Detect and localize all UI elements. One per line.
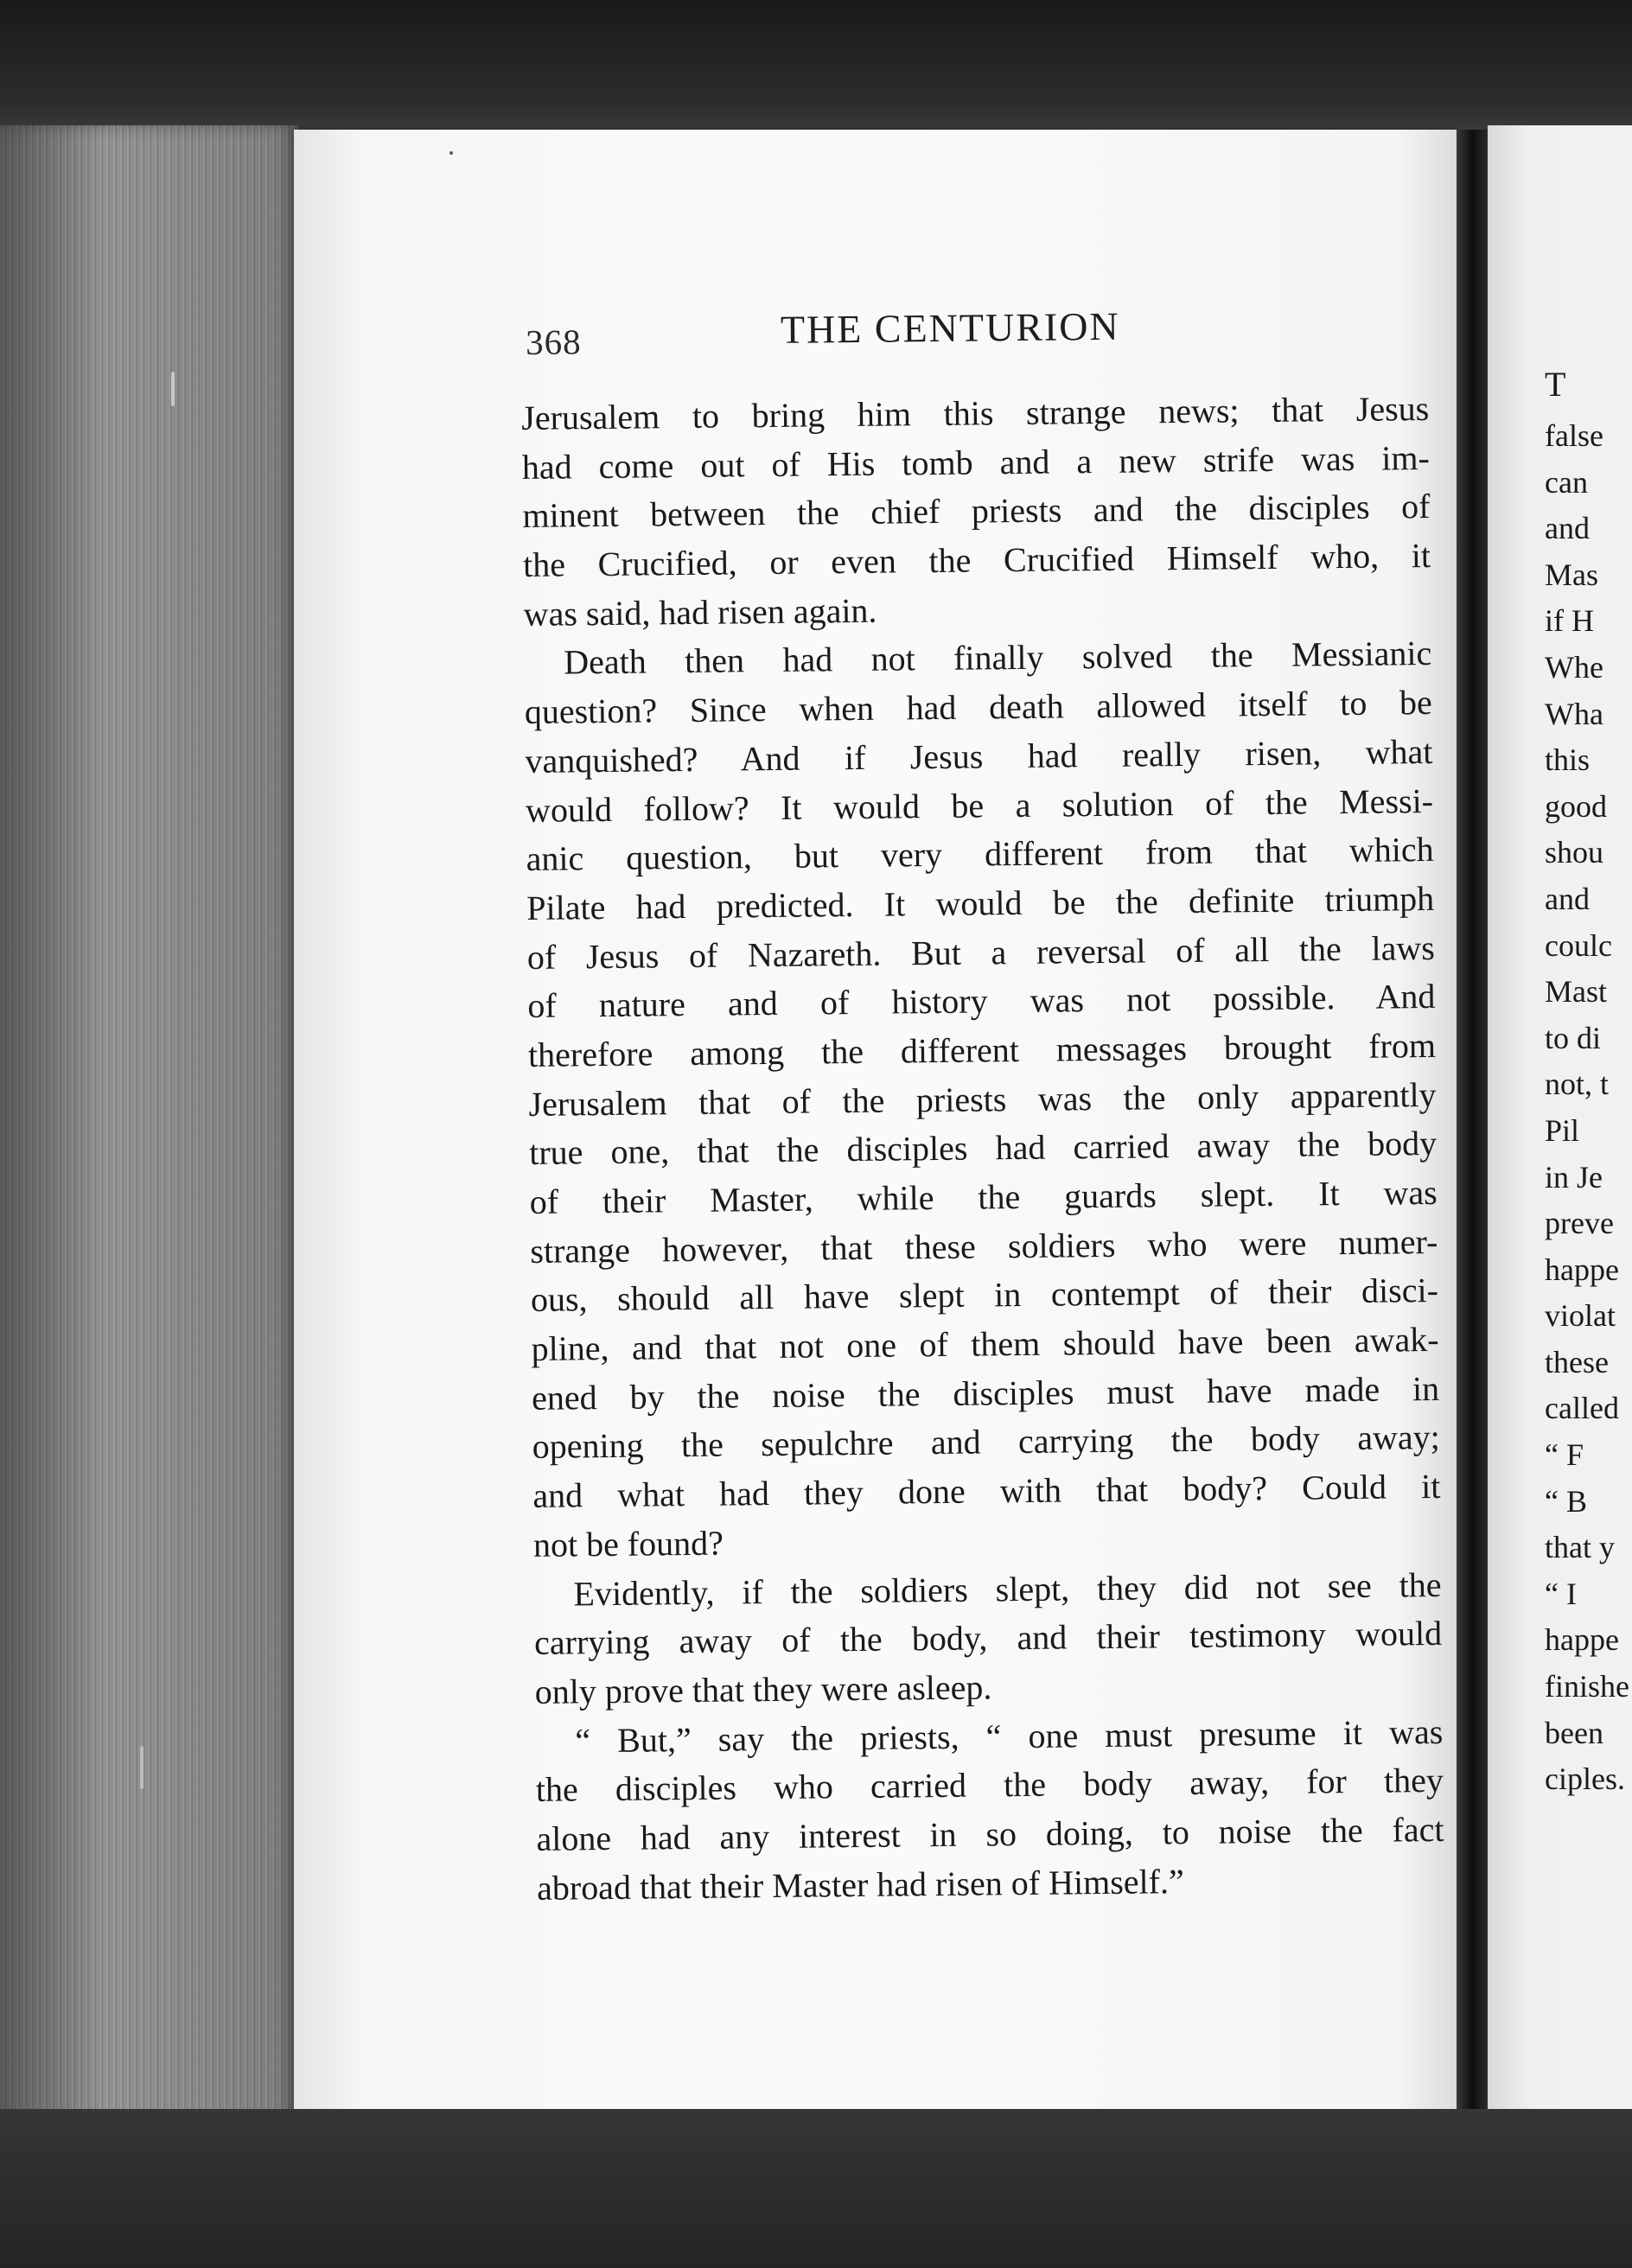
text-line: had come out of His tomb and a new strife was im-: [521, 437, 1431, 487]
fragment-line: Whe: [1545, 649, 1603, 685]
text-line: anic question, but very different from that which: [526, 830, 1434, 879]
fragment-line: coulc: [1545, 927, 1612, 963]
fragment-line: finishe: [1545, 1669, 1629, 1704]
scan-artifact: [171, 372, 175, 406]
fragment-line: not, t: [1545, 1067, 1610, 1102]
text-line: the Crucified, or even the Crucified Himself who, it: [522, 536, 1431, 585]
text-line: carrying away of the body, and their testimony would: [533, 1614, 1443, 1663]
text-line: pline, and that not one of them should have been awak-: [531, 1320, 1439, 1369]
fragment-line: “ B: [1545, 1483, 1587, 1519]
body-text: [521, 385, 1444, 1913]
fragment-line: Mast: [1545, 974, 1607, 1010]
text-line: Jerusalem to bring him this strange news; that Jesus: [521, 389, 1430, 437]
text-line: therefore among the different messages brought from: [527, 1025, 1437, 1074]
fragment-line: happe: [1545, 1252, 1619, 1287]
fragment-line: to di: [1545, 1020, 1602, 1055]
text-line: was said, had risen again.: [523, 590, 877, 634]
fragment-line: “ F: [1545, 1437, 1584, 1473]
page-edges-block: [0, 125, 298, 2131]
text-line: and what had they done with that body? Could it: [532, 1467, 1441, 1516]
text-line: ous, should all have slept in contempt of their disci-: [530, 1271, 1439, 1320]
text-line: abroad that their Master had risen of Himself.”: [536, 1861, 1184, 1908]
text-line: “ But,” say the priests, “ one must presume it was: [575, 1711, 1444, 1760]
fragment-line: Mas: [1545, 557, 1598, 592]
text-line: only prove that they were asleep.: [534, 1667, 992, 1711]
fragment-line: shou: [1545, 835, 1604, 870]
text-line: minent between the chief priests and the disciples of: [522, 487, 1431, 536]
fragment-line: good: [1545, 788, 1607, 824]
text-line: Jerusalem that of the priests was the only apparently: [528, 1074, 1437, 1124]
fragment-line: if H: [1545, 603, 1594, 639]
scan-artifact: [449, 151, 453, 155]
text-line: Death then had not finally solved the Messianic: [564, 634, 1432, 682]
fragment-line: and: [1545, 881, 1590, 916]
fragment-line: and: [1545, 511, 1590, 546]
right-page-text-fragment: [1545, 356, 1632, 1803]
text-line: of Jesus of Nazareth. But a reversal of all the laws: [526, 927, 1435, 977]
fragment-line: Pil: [1545, 1112, 1580, 1148]
book-gutter: [1457, 130, 1488, 2118]
fragment-line: “ I: [1545, 1576, 1577, 1611]
text-line: not be found?: [532, 1523, 724, 1564]
text-line: the disciples who carried the body away, for they: [535, 1761, 1444, 1810]
text-line: vanquished? And if Jesus had really risen, what: [525, 731, 1433, 780]
text-line: true one, that the disciples had carried away the body: [528, 1124, 1438, 1173]
fragment-line: ciples.: [1545, 1762, 1625, 1797]
fragment-line: these: [1545, 1344, 1609, 1379]
text-line: Evidently, if the soldiers slept, they did not see the: [573, 1564, 1442, 1613]
fragment-line: happe: [1545, 1622, 1619, 1658]
text-line: would follow? It would be a solution of the Messi-: [525, 780, 1434, 830]
fragment-line: in Je: [1545, 1159, 1603, 1195]
text-line: opening the sepulchre and carrying the body away;: [532, 1418, 1440, 1467]
scan-artifact: [140, 1746, 143, 1789]
fragment-line: preve: [1545, 1206, 1614, 1241]
fragment-line: T: [1545, 365, 1566, 404]
text-line: of their Master, while the guards slept. It was: [529, 1172, 1438, 1221]
fragment-line: false: [1545, 418, 1603, 453]
fragment-line: that y: [1545, 1530, 1615, 1565]
fragment-line: this: [1545, 742, 1591, 778]
scan-background-bottom: [0, 2109, 1632, 2268]
text-line: strange however, that these soldiers who were numer-: [530, 1221, 1438, 1271]
fragment-line: called: [1545, 1391, 1619, 1426]
fragment-line: can: [1545, 464, 1588, 500]
fragment-line: been: [1545, 1715, 1603, 1750]
text-line: alone had any interest in so doing, to noise the fact: [536, 1809, 1444, 1858]
fragment-line: violat: [1545, 1298, 1616, 1334]
text-line: ened by the noise the disciples must have made in: [531, 1368, 1440, 1418]
page-number: 368: [525, 322, 582, 362]
text-line: Pilate had predicted. It would be the definite triumph: [526, 878, 1435, 927]
text-line: question? Since when had death allowed itself to be: [524, 683, 1433, 732]
text-line: of nature and of history was not possible. And: [527, 977, 1436, 1026]
fragment-line: Wha: [1545, 696, 1603, 731]
running-title: THE CENTURION: [780, 303, 1120, 352]
scan-background-top: [0, 0, 1632, 130]
